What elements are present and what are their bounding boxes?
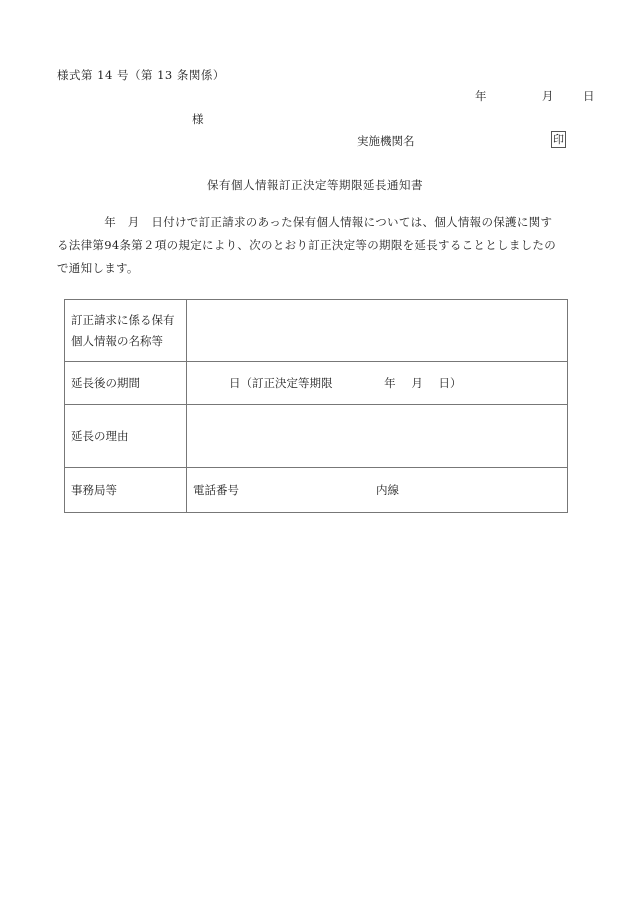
document-title: 保有個人情報訂正決定等期限延長通知書 [207, 178, 423, 192]
body-line: る法律第94条第２項の規定により、次のとおり訂正決定等の期限を延長することとしましたの [57, 238, 557, 252]
value-extended-period[interactable] [187, 362, 568, 405]
label-extended-period: 延長後の期間 [65, 362, 187, 405]
label-line: 個人情報の名称等 [71, 333, 163, 348]
date-day: 日 [582, 89, 595, 103]
label-office: 事務局等 [65, 468, 187, 513]
date-month: 月 [541, 89, 554, 103]
notice-table [64, 299, 568, 513]
body-line: で通知します。 [57, 261, 139, 275]
period-end: 日） [438, 376, 462, 390]
table-row-office [65, 468, 568, 513]
phone-label: 電話番号 [193, 483, 239, 497]
date-line [475, 88, 594, 104]
period-day: 日（訂正決定等期限 [229, 376, 333, 390]
value-info-name[interactable] [187, 300, 568, 362]
table-row-extended-period [65, 362, 568, 405]
table-row-reason [65, 405, 568, 468]
period-year: 年 [384, 376, 396, 390]
label-reason: 延長の理由 [65, 405, 187, 468]
extension-label: 内線 [376, 483, 399, 497]
seal-mark: 印 [553, 133, 564, 146]
label-info-name [65, 300, 187, 362]
addressee-suffix: 様 [192, 112, 204, 126]
body-paragraph [57, 211, 577, 280]
organization-label: 実施機関名 [357, 134, 415, 148]
value-office[interactable] [187, 468, 568, 513]
form-number: 様式第 14 号（第 13 条関係） [57, 68, 225, 82]
date-year: 年 [475, 89, 487, 103]
period-month: 月 [411, 376, 423, 390]
body-line: 年 月 日付けで訂正請求のあった保有個人情報については、個人情報の保護に関す [57, 215, 553, 229]
label-line: 訂正請求に係る保有 [71, 312, 175, 327]
value-reason[interactable] [187, 405, 568, 468]
table-row-info-name [65, 300, 568, 362]
